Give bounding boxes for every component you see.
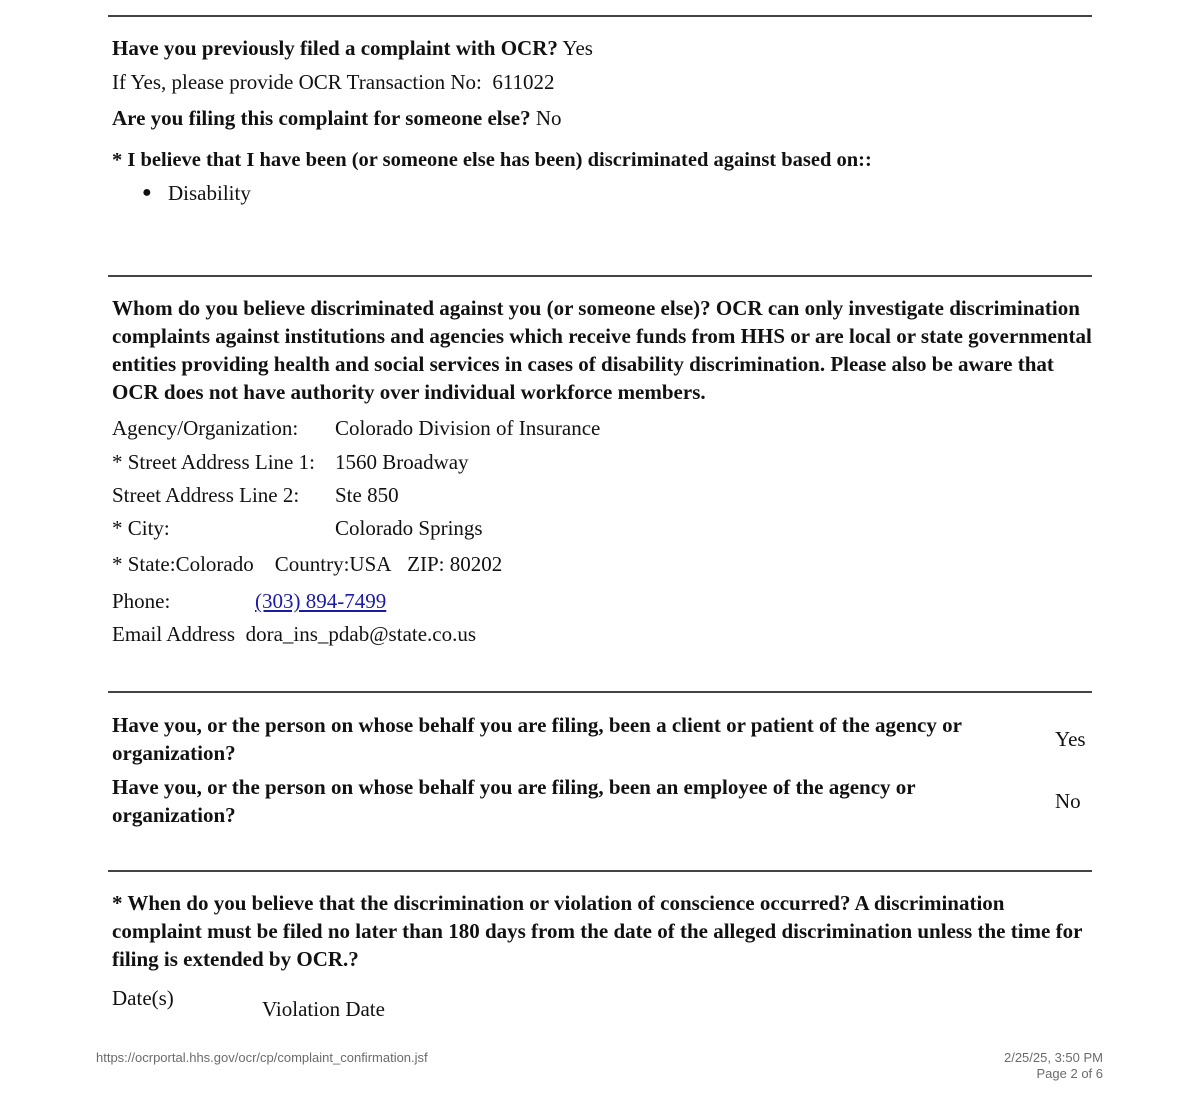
email-value: dora_ins_pdab@state.co.us bbox=[245, 622, 477, 646]
footer-page-number: Page 2 of 6 bbox=[1036, 1066, 1103, 1081]
country-value: USA bbox=[349, 552, 392, 576]
agency-label: Agency/Organization: bbox=[112, 416, 299, 440]
employee-question: Have you, or the person on whose behalf you are filing, been an employee of the agency or organization? bbox=[112, 775, 916, 827]
client-question: Have you, or the person on whose behalf you are filing, been a client or patient of the agency or organization? bbox=[112, 713, 962, 765]
footer-url: https://ocrportal.hhs.gov/ocr/cp/complaint_confirmation.jsf bbox=[96, 1050, 428, 1065]
city-value: Colorado Springs bbox=[335, 516, 483, 540]
discrimination-basis-item: Disability bbox=[168, 181, 251, 205]
email-row bbox=[112, 620, 476, 648]
zip-value: 80202 bbox=[449, 552, 503, 576]
country-label: Country: bbox=[274, 552, 350, 576]
divider-dates bbox=[108, 870, 1092, 872]
footer-datetime: 2/25/25, 3:50 PM bbox=[1003, 1050, 1103, 1065]
city-label: * City: bbox=[112, 516, 170, 540]
divider-agency bbox=[108, 275, 1092, 277]
street2-label: Street Address Line 2: bbox=[112, 483, 300, 507]
whom-discriminated-question: Whom do you believe discriminated against you (or someone else)? OCR can only investigate discrimination complaints against institutions and agencies which receive funds from HHS or are local or state governmental entities providing health and social services in cases of disability discrimination. Please also be aware that OCR does not have authority over individual workforce members. bbox=[112, 296, 1092, 404]
previous-complaint-answer: Yes bbox=[562, 36, 593, 60]
bullet-icon: ● bbox=[142, 184, 152, 201]
employee-answer: No bbox=[1055, 789, 1081, 813]
discrimination-basis-question: * I believe that I have been (or someone else has been) discriminated against based on:: bbox=[112, 149, 872, 171]
filing-for-someone-answer: No bbox=[535, 106, 562, 130]
divider-top bbox=[108, 15, 1092, 17]
violation-date-label: Violation Date bbox=[262, 997, 385, 1021]
filing-for-someone-row bbox=[112, 104, 562, 132]
state-label: * State: bbox=[112, 552, 176, 576]
email-label: Email Address bbox=[112, 622, 236, 646]
filing-for-someone-question: Are you filing this complaint for someone else? bbox=[112, 106, 531, 130]
state-value: Colorado bbox=[175, 552, 254, 576]
street1-value: 1560 Broadway bbox=[335, 450, 469, 474]
phone-label: Phone: bbox=[112, 589, 171, 613]
transaction-number-row bbox=[112, 68, 555, 96]
street2-value: Ste 850 bbox=[335, 483, 399, 507]
dates-label: Date(s) bbox=[112, 986, 174, 1010]
client-answer: Yes bbox=[1055, 727, 1086, 751]
phone-link[interactable]: (303) 894-7499 bbox=[255, 589, 387, 613]
state-country-zip-row bbox=[112, 550, 502, 578]
zip-label: ZIP: bbox=[407, 552, 445, 576]
previous-complaint-question: Have you previously filed a complaint with OCR? bbox=[112, 36, 558, 60]
transaction-number-value: 611022 bbox=[492, 70, 555, 94]
previous-complaint-row bbox=[112, 34, 593, 62]
street1-label: * Street Address Line 1: bbox=[112, 450, 315, 474]
when-occurred-question: * When do you believe that the discrimination or violation of conscience occurred? A discrimination complaint must be filed no later than 180 days from the date of the alleged discrimination unless the time for filing is extended by OCR.? bbox=[112, 891, 1083, 971]
agency-value: Colorado Division of Insurance bbox=[335, 416, 601, 440]
transaction-number-label: If Yes, please provide OCR Transaction No: bbox=[112, 70, 482, 94]
divider-relationship bbox=[108, 691, 1092, 693]
